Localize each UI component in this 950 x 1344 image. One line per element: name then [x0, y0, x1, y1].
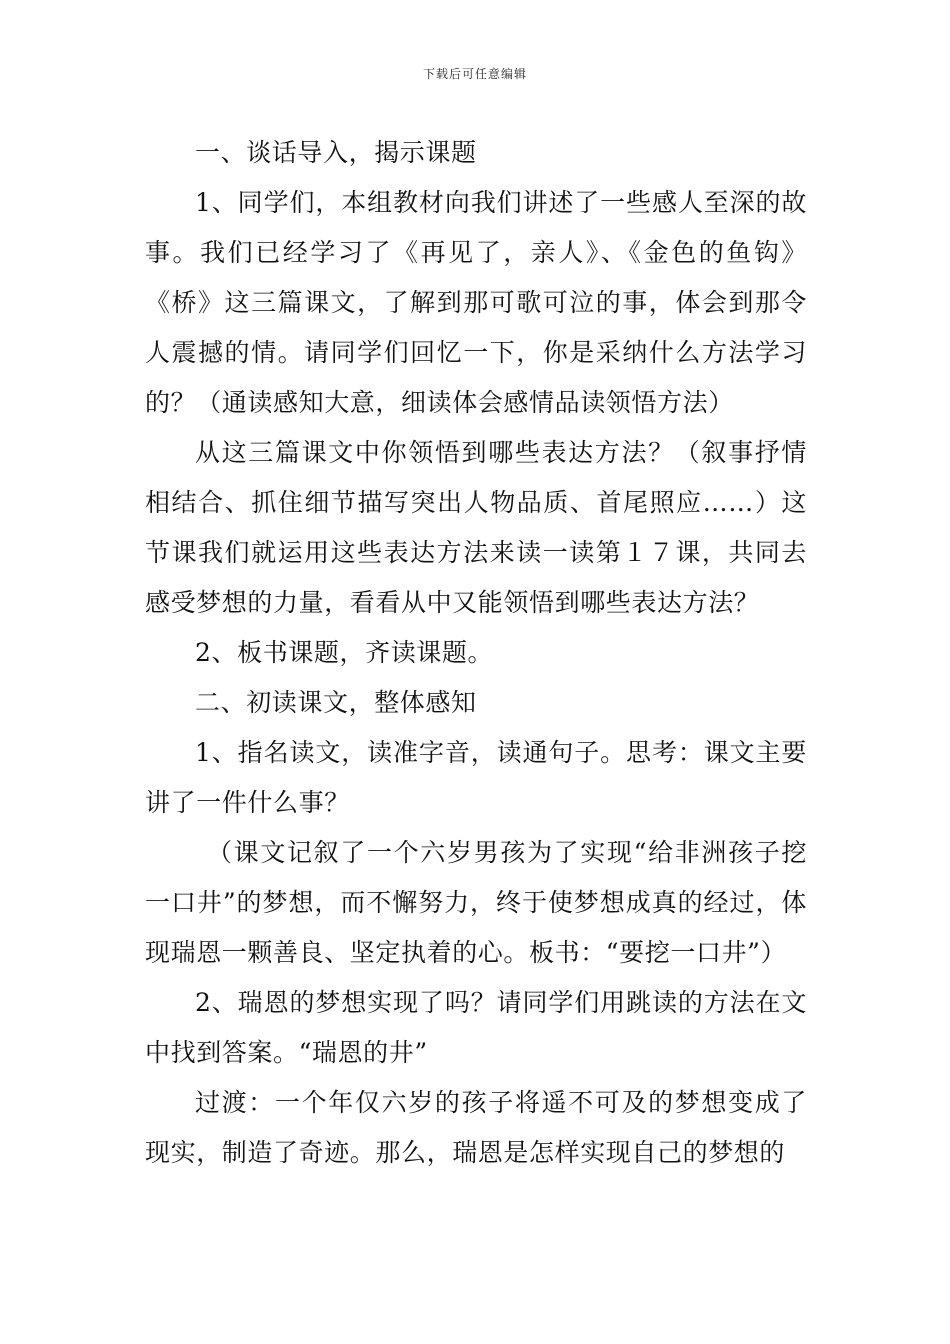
paragraph-expression-methods: 从这三篇课文中你领悟到哪些表达方法？（叙事抒情相结合、抓住细节描写突出人物品质、首尾照应……）这节课我们就运用这些表达方法来读一读第１７课，共同去感受梦想的力量，看看从中又能领悟到哪些表达方法？ — [145, 438, 807, 617]
paragraph-story-summary: （课文记叙了一个六岁男孩为了实现“给非洲孩子挖一口井”的梦想，而不懈努力，终于使梦想成真的经过，体现瑞恩一颗善良、坚定执着的心。板书：“要挖一口井”） — [145, 838, 807, 967]
section-heading-intro: 一、谈话导入，揭示课题 — [195, 138, 477, 167]
paragraph-dream-question: 2、瑞恩的梦想实现了吗？请同学们用跳读的方法在文中找到答案。“瑞恩的井” — [145, 988, 807, 1067]
page-header-note: 下载后可任意编辑 — [422, 67, 527, 81]
paragraph-board-title: 2、板书课题，齐读课题。 — [195, 638, 494, 667]
paragraph-read-aloud: 1、指名读文，读准字音，读通句子。思考：课文主要讲了一件什么事？ — [145, 738, 807, 817]
section-heading-first-reading: 二、初读课文，整体感知 — [195, 688, 477, 717]
document-body — [145, 128, 807, 1178]
paragraph-transition: 过渡：一个年仅六岁的孩子将遥不可及的梦想变成了现实，制造了奇迹。那么，瑞恩是怎样实现自己的梦想的 — [145, 1088, 807, 1167]
paragraph-review-lessons: 1、同学们，本组教材向我们讲述了一些感人至深的故事。我们已经学习了《再见了，亲人》、《金色的鱼钩》《桥》这三篇课文，了解到那可歌可泣的事，体会到那令人震撼的情。请同学们回忆一下，你是采纳什么方法学习的？（通读感知大意，细读体会感情品读领悟方法） — [145, 188, 807, 417]
